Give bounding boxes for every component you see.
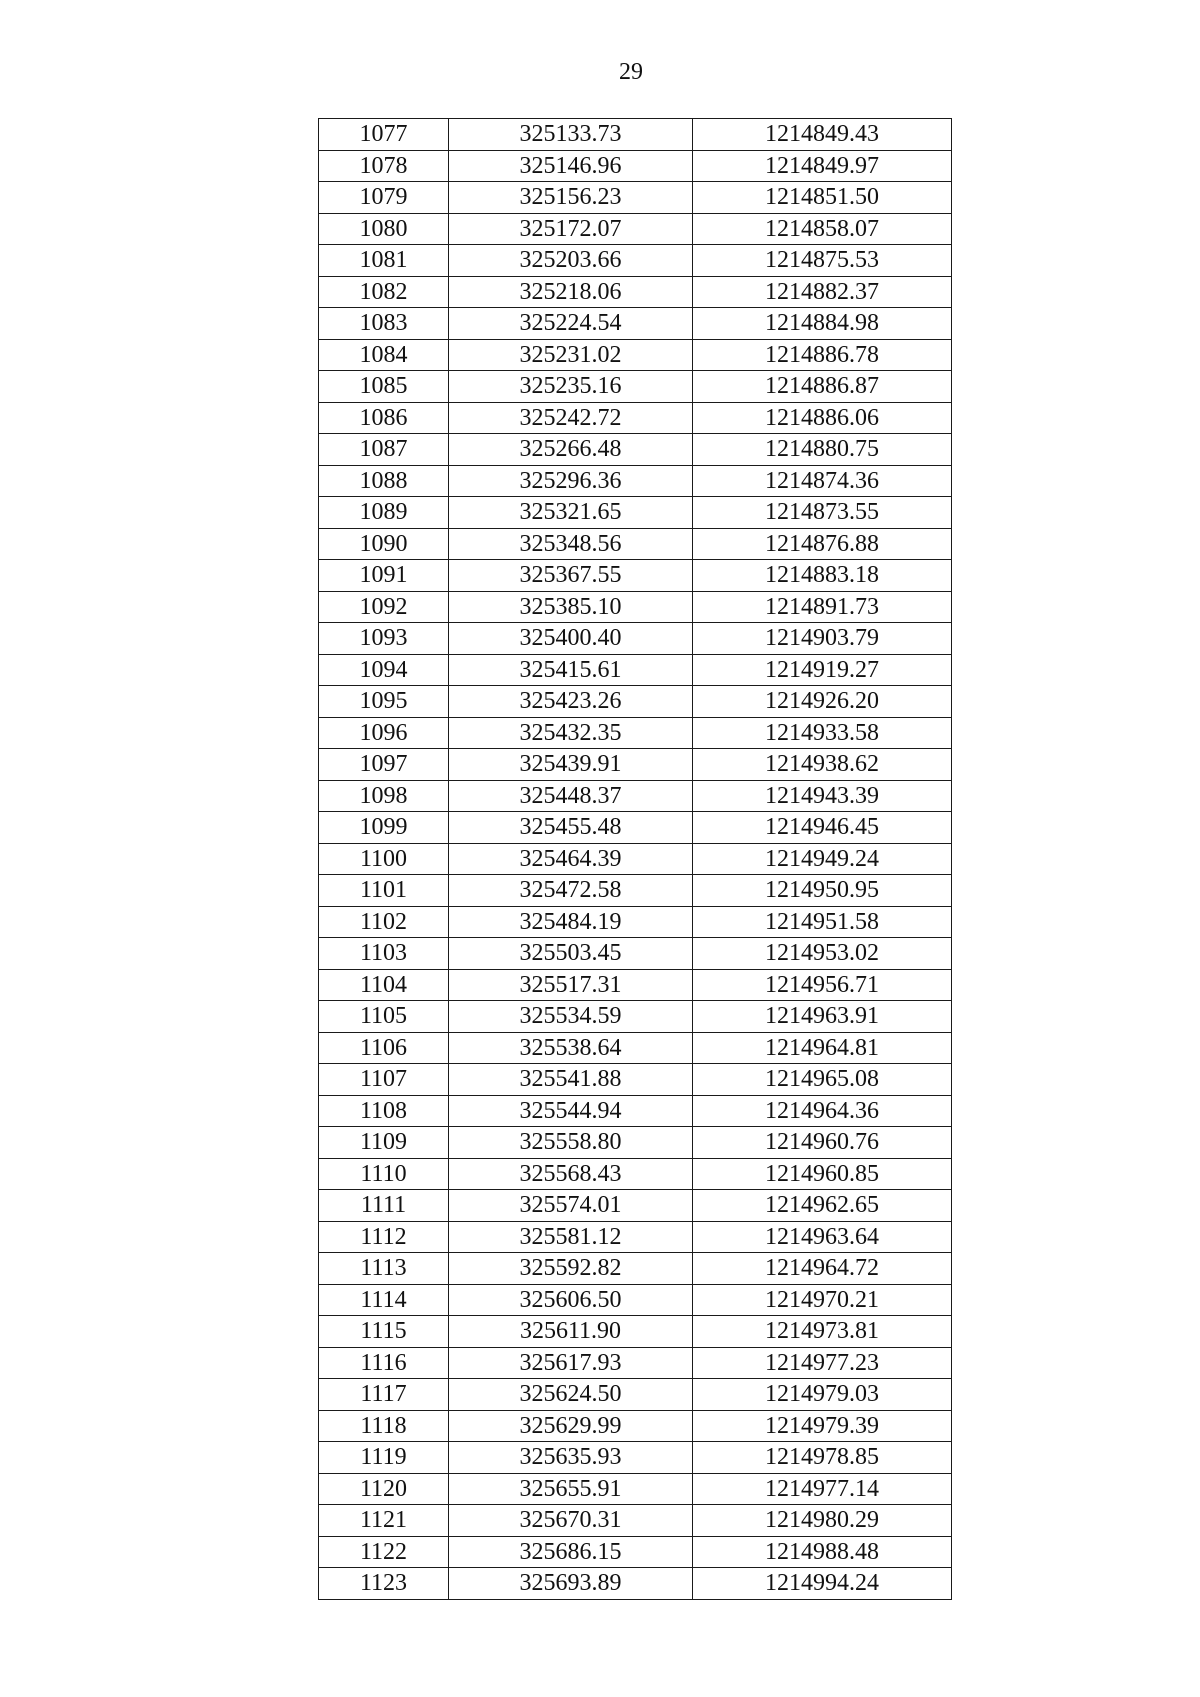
x-coordinate-cell: 325156.23 [449, 182, 693, 214]
table-row [319, 906, 952, 938]
table-row [319, 213, 952, 245]
y-coordinate-cell: 1214873.55 [693, 497, 952, 529]
point-number-cell: 1121 [319, 1505, 449, 1537]
x-coordinate-cell: 325242.72 [449, 402, 693, 434]
y-coordinate-cell: 1214964.72 [693, 1253, 952, 1285]
x-coordinate-cell: 325385.10 [449, 591, 693, 623]
y-coordinate-cell: 1214977.23 [693, 1347, 952, 1379]
table-row [319, 843, 952, 875]
y-coordinate-cell: 1214978.85 [693, 1442, 952, 1474]
y-coordinate-cell: 1214949.24 [693, 843, 952, 875]
table-row [319, 308, 952, 340]
x-coordinate-cell: 325581.12 [449, 1221, 693, 1253]
table-row [319, 1127, 952, 1159]
table-row [319, 119, 952, 151]
table-row [319, 434, 952, 466]
y-coordinate-cell: 1214953.02 [693, 938, 952, 970]
table-row [319, 812, 952, 844]
table-row [319, 875, 952, 907]
point-number-cell: 1083 [319, 308, 449, 340]
table-row [319, 339, 952, 371]
y-coordinate-cell: 1214849.43 [693, 119, 952, 151]
x-coordinate-cell: 325503.45 [449, 938, 693, 970]
point-number-cell: 1108 [319, 1095, 449, 1127]
table-row [319, 182, 952, 214]
point-number-cell: 1088 [319, 465, 449, 497]
x-coordinate-cell: 325321.65 [449, 497, 693, 529]
point-number-cell: 1086 [319, 402, 449, 434]
y-coordinate-cell: 1214880.75 [693, 434, 952, 466]
x-coordinate-cell: 325606.50 [449, 1284, 693, 1316]
table-row [319, 1473, 952, 1505]
table-row [319, 150, 952, 182]
x-coordinate-cell: 325568.43 [449, 1158, 693, 1190]
x-coordinate-cell: 325348.56 [449, 528, 693, 560]
table-row [319, 749, 952, 781]
y-coordinate-cell: 1214977.14 [693, 1473, 952, 1505]
x-coordinate-cell: 325670.31 [449, 1505, 693, 1537]
x-coordinate-cell: 325266.48 [449, 434, 693, 466]
point-number-cell: 1081 [319, 245, 449, 277]
point-number-cell: 1123 [319, 1568, 449, 1600]
x-coordinate-cell: 325534.59 [449, 1001, 693, 1033]
x-coordinate-cell: 325558.80 [449, 1127, 693, 1159]
point-number-cell: 1099 [319, 812, 449, 844]
x-coordinate-cell: 325611.90 [449, 1316, 693, 1348]
y-coordinate-cell: 1214979.39 [693, 1410, 952, 1442]
table-row [319, 528, 952, 560]
point-number-cell: 1085 [319, 371, 449, 403]
point-number-cell: 1112 [319, 1221, 449, 1253]
table-row [319, 371, 952, 403]
table-row [319, 969, 952, 1001]
table-row [319, 1379, 952, 1411]
point-number-cell: 1095 [319, 686, 449, 718]
x-coordinate-cell: 325218.06 [449, 276, 693, 308]
table-row [319, 938, 952, 970]
point-number-cell: 1107 [319, 1064, 449, 1096]
table-row [319, 465, 952, 497]
y-coordinate-cell: 1214943.39 [693, 780, 952, 812]
point-number-cell: 1114 [319, 1284, 449, 1316]
table-row [319, 1253, 952, 1285]
point-number-cell: 1092 [319, 591, 449, 623]
point-number-cell: 1101 [319, 875, 449, 907]
y-coordinate-cell: 1214950.95 [693, 875, 952, 907]
y-coordinate-cell: 1214919.27 [693, 654, 952, 686]
table-row [319, 780, 952, 812]
x-coordinate-cell: 325235.16 [449, 371, 693, 403]
x-coordinate-cell: 325439.91 [449, 749, 693, 781]
table-row [319, 402, 952, 434]
point-number-cell: 1111 [319, 1190, 449, 1222]
y-coordinate-cell: 1214973.81 [693, 1316, 952, 1348]
table-row [319, 245, 952, 277]
x-coordinate-cell: 325448.37 [449, 780, 693, 812]
point-number-cell: 1120 [319, 1473, 449, 1505]
x-coordinate-cell: 325296.36 [449, 465, 693, 497]
point-number-cell: 1087 [319, 434, 449, 466]
x-coordinate-cell: 325415.61 [449, 654, 693, 686]
y-coordinate-cell: 1214891.73 [693, 591, 952, 623]
x-coordinate-cell: 325423.26 [449, 686, 693, 718]
y-coordinate-cell: 1214964.81 [693, 1032, 952, 1064]
point-number-cell: 1093 [319, 623, 449, 655]
y-coordinate-cell: 1214886.87 [693, 371, 952, 403]
x-coordinate-cell: 325472.58 [449, 875, 693, 907]
table-row [319, 686, 952, 718]
y-coordinate-cell: 1214938.62 [693, 749, 952, 781]
table-row [319, 1158, 952, 1190]
x-coordinate-cell: 325432.35 [449, 717, 693, 749]
point-number-cell: 1089 [319, 497, 449, 529]
y-coordinate-cell: 1214988.48 [693, 1536, 952, 1568]
table-row [319, 1410, 952, 1442]
point-number-cell: 1096 [319, 717, 449, 749]
point-number-cell: 1094 [319, 654, 449, 686]
x-coordinate-cell: 325635.93 [449, 1442, 693, 1474]
y-coordinate-cell: 1214980.29 [693, 1505, 952, 1537]
x-coordinate-cell: 325693.89 [449, 1568, 693, 1600]
table-row [319, 1221, 952, 1253]
y-coordinate-cell: 1214963.91 [693, 1001, 952, 1033]
x-coordinate-cell: 325629.99 [449, 1410, 693, 1442]
y-coordinate-cell: 1214951.58 [693, 906, 952, 938]
table-row [319, 1032, 952, 1064]
y-coordinate-cell: 1214933.58 [693, 717, 952, 749]
y-coordinate-cell: 1214883.18 [693, 560, 952, 592]
table-row [319, 1190, 952, 1222]
coordinates-table [318, 118, 952, 1600]
x-coordinate-cell: 325203.66 [449, 245, 693, 277]
coordinates-table-body [319, 119, 952, 1600]
table-row [319, 1536, 952, 1568]
point-number-cell: 1116 [319, 1347, 449, 1379]
x-coordinate-cell: 325133.73 [449, 119, 693, 151]
point-number-cell: 1105 [319, 1001, 449, 1033]
table-row [319, 591, 952, 623]
point-number-cell: 1079 [319, 182, 449, 214]
y-coordinate-cell: 1214962.65 [693, 1190, 952, 1222]
x-coordinate-cell: 325574.01 [449, 1190, 693, 1222]
point-number-cell: 1090 [319, 528, 449, 560]
x-coordinate-cell: 325146.96 [449, 150, 693, 182]
table-row [319, 1316, 952, 1348]
x-coordinate-cell: 325400.40 [449, 623, 693, 655]
point-number-cell: 1118 [319, 1410, 449, 1442]
y-coordinate-cell: 1214979.03 [693, 1379, 952, 1411]
y-coordinate-cell: 1214960.76 [693, 1127, 952, 1159]
table-row [319, 1284, 952, 1316]
point-number-cell: 1098 [319, 780, 449, 812]
y-coordinate-cell: 1214946.45 [693, 812, 952, 844]
table-row [319, 717, 952, 749]
y-coordinate-cell: 1214994.24 [693, 1568, 952, 1600]
point-number-cell: 1109 [319, 1127, 449, 1159]
point-number-cell: 1102 [319, 906, 449, 938]
x-coordinate-cell: 325367.55 [449, 560, 693, 592]
table-row [319, 654, 952, 686]
y-coordinate-cell: 1214956.71 [693, 969, 952, 1001]
page-number: 29 [619, 59, 643, 85]
x-coordinate-cell: 325517.31 [449, 969, 693, 1001]
x-coordinate-cell: 325541.88 [449, 1064, 693, 1096]
y-coordinate-cell: 1214874.36 [693, 465, 952, 497]
table-row [319, 1347, 952, 1379]
point-number-cell: 1097 [319, 749, 449, 781]
y-coordinate-cell: 1214876.88 [693, 528, 952, 560]
point-number-cell: 1115 [319, 1316, 449, 1348]
x-coordinate-cell: 325231.02 [449, 339, 693, 371]
table-row [319, 1505, 952, 1537]
y-coordinate-cell: 1214926.20 [693, 686, 952, 718]
table-row [319, 560, 952, 592]
point-number-cell: 1113 [319, 1253, 449, 1285]
x-coordinate-cell: 325686.15 [449, 1536, 693, 1568]
x-coordinate-cell: 325592.82 [449, 1253, 693, 1285]
x-coordinate-cell: 325224.54 [449, 308, 693, 340]
x-coordinate-cell: 325484.19 [449, 906, 693, 938]
y-coordinate-cell: 1214858.07 [693, 213, 952, 245]
point-number-cell: 1078 [319, 150, 449, 182]
table-row [319, 1064, 952, 1096]
point-number-cell: 1080 [319, 213, 449, 245]
y-coordinate-cell: 1214886.78 [693, 339, 952, 371]
y-coordinate-cell: 1214849.97 [693, 150, 952, 182]
point-number-cell: 1082 [319, 276, 449, 308]
point-number-cell: 1091 [319, 560, 449, 592]
x-coordinate-cell: 325655.91 [449, 1473, 693, 1505]
y-coordinate-cell: 1214960.85 [693, 1158, 952, 1190]
table-row [319, 1442, 952, 1474]
table-row [319, 276, 952, 308]
point-number-cell: 1106 [319, 1032, 449, 1064]
table-row [319, 1568, 952, 1600]
x-coordinate-cell: 325624.50 [449, 1379, 693, 1411]
point-number-cell: 1077 [319, 119, 449, 151]
y-coordinate-cell: 1214875.53 [693, 245, 952, 277]
y-coordinate-cell: 1214964.36 [693, 1095, 952, 1127]
x-coordinate-cell: 325455.48 [449, 812, 693, 844]
point-number-cell: 1119 [319, 1442, 449, 1474]
y-coordinate-cell: 1214882.37 [693, 276, 952, 308]
point-number-cell: 1110 [319, 1158, 449, 1190]
y-coordinate-cell: 1214963.64 [693, 1221, 952, 1253]
table-row [319, 623, 952, 655]
point-number-cell: 1104 [319, 969, 449, 1001]
table-row [319, 1095, 952, 1127]
point-number-cell: 1100 [319, 843, 449, 875]
x-coordinate-cell: 325617.93 [449, 1347, 693, 1379]
y-coordinate-cell: 1214884.98 [693, 308, 952, 340]
y-coordinate-cell: 1214851.50 [693, 182, 952, 214]
y-coordinate-cell: 1214970.21 [693, 1284, 952, 1316]
y-coordinate-cell: 1214965.08 [693, 1064, 952, 1096]
x-coordinate-cell: 325544.94 [449, 1095, 693, 1127]
x-coordinate-cell: 325538.64 [449, 1032, 693, 1064]
point-number-cell: 1103 [319, 938, 449, 970]
x-coordinate-cell: 325172.07 [449, 213, 693, 245]
point-number-cell: 1122 [319, 1536, 449, 1568]
point-number-cell: 1117 [319, 1379, 449, 1411]
point-number-cell: 1084 [319, 339, 449, 371]
y-coordinate-cell: 1214886.06 [693, 402, 952, 434]
x-coordinate-cell: 325464.39 [449, 843, 693, 875]
y-coordinate-cell: 1214903.79 [693, 623, 952, 655]
table-row [319, 497, 952, 529]
table-row [319, 1001, 952, 1033]
